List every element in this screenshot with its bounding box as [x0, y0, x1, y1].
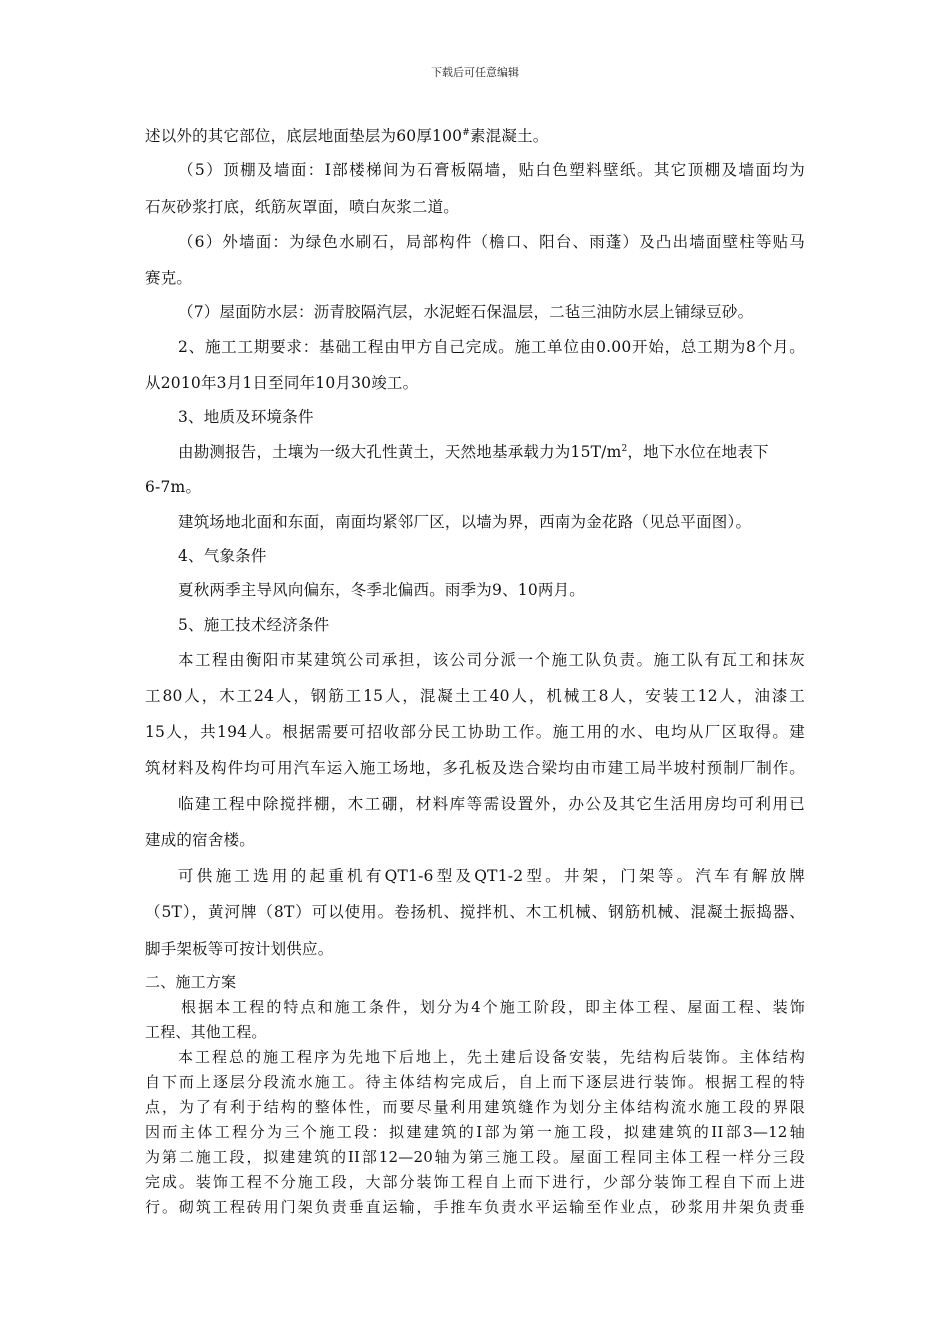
paragraph-line: 自下而上逐层分段流水施工。待主体结构完成后，自上而下逐层进行装饰。根据工程的特: [145, 1073, 805, 1091]
paragraph-line: 赛克。: [145, 269, 193, 287]
paragraph-line: 临建工程中除搅拌棚，木工硼，材料库等需设置外，办公及其它生活用房均可利用已: [178, 795, 805, 813]
section-heading: 二、施工方案: [145, 973, 237, 991]
paragraph-line: [145, 126, 548, 146]
paragraph-line: （7）屋面防水层：沥青胶隔汽层，水泥蛭石保温层，二毡三油防水层上铺绿豆砂。: [178, 303, 754, 321]
subheading: 5、施工技术经济条件: [178, 616, 330, 634]
paragraph-line: 工程、其他工程。: [145, 1023, 267, 1041]
paragraph-line: 根据本工程的特点和施工条件，划分为4个施工阶段，即主体工程、屋面工程、装饰: [181, 998, 805, 1016]
page-header: 下载后可任意编辑: [431, 66, 519, 79]
superscript: #: [462, 127, 470, 138]
paragraph-line: 建成的宿舍楼。: [145, 831, 255, 849]
paragraph-line: 脚手架板等可按计划供应。: [145, 940, 334, 958]
paragraph-line: 2、施工工期要求：基础工程由甲方自己完成。施工单位由0.00开始，总工期为8个月。: [178, 338, 805, 356]
paragraph-line: 建筑场地北面和东面，南面均紧邻厂区，以墙为界，西南为金花路（见总平面图）。: [178, 513, 752, 531]
paragraph-line: 因而主体工程分为三个施工段：拟建建筑的I部为第一施工段，拟建建筑的II部3—12轴: [145, 1123, 805, 1141]
paragraph-line: 可供施工选用的起重机有QT1-6型及QT1-2型。井架，门架等。汽车有解放牌: [178, 867, 805, 885]
paragraph-line: 完成。装饰工程不分施工段，大部分装饰工程自上而下进行，少部分装饰工程自下而上进: [145, 1173, 805, 1191]
paragraph-line: （5T），黄河牌（8T）可以使用。卷扬机、搅拌机、木工机械、钢筋机械、混凝土振捣器、: [145, 903, 805, 921]
subheading: 3、地质及环境条件: [178, 408, 314, 426]
paragraph-line: 筑材料及构件均可用汽车运入施工场地，多孔板及迭合梁均由市建工局半坡村预制厂制作。: [145, 759, 805, 777]
paragraph-line: 15人，共194人。根据需要可招收部分民工协助工作。施工用的水、电均从厂区取得。建: [145, 723, 805, 741]
paragraph-line: 本工程总的施工程序为先地下后地上，先土建后设备安装，先结构后装饰。主体结构: [178, 1048, 805, 1066]
paragraph-line: 工80人，木工24人，钢筋工15人，混凝土工40人，机械工8人，安装工12人，油漆工: [145, 687, 805, 705]
paragraph-line: 行。砌筑工程砖用门架负责垂直运输，手推车负责水平运输至作业点，砂浆用井架负责垂: [145, 1198, 805, 1216]
paragraph-line: 为第二施工段，拟建建筑的II部12—20轴为第三施工段。屋面工程同主体工程一样分三段: [145, 1148, 805, 1166]
text-span: 素混凝土。: [469, 127, 549, 145]
paragraph-line: 石灰砂浆打底，纸筋灰罩面，喷白灰浆二道。: [145, 198, 460, 216]
text-span: 述以外的其它部位，底层地面垫层为60厚100: [145, 127, 463, 145]
paragraph-line: （6）外墙面：为绿色水刷石，局部构件（檐口、阳台、雨蓬）及凸出墙面壁柱等贴马: [178, 233, 805, 251]
text-span: 由勘测报告，土壤为一级大孔性黄土，天然地基承载力为15T/m: [178, 443, 622, 461]
paragraph-line: 从2010年3月1日至同年10月30竣工。: [145, 374, 419, 392]
superscript: 2: [621, 443, 628, 454]
paragraph-line: 本工程由衡阳市某建筑公司承担，该公司分派一个施工队负责。施工队有瓦工和抹灰: [178, 651, 805, 669]
paragraph-line: （5）顶棚及墙面：I部楼梯间为石膏板隔墙，贴白色塑料壁纸。其它顶棚及墙面均为: [178, 161, 805, 179]
text-span: ，地下水位在地表下: [627, 443, 769, 461]
paragraph-line: 点，为了有利于结构的整体性，而要尽量利用建筑缝作为划分主体结构流水施工段的界限: [145, 1098, 805, 1116]
paragraph-line: 夏秋两季主导风向偏东，冬季北偏西。雨季为9、10两月。: [178, 581, 585, 599]
paragraph-line: [178, 442, 769, 462]
subheading: 4、气象条件: [178, 547, 267, 565]
paragraph-line: 6-7m。: [145, 478, 202, 496]
